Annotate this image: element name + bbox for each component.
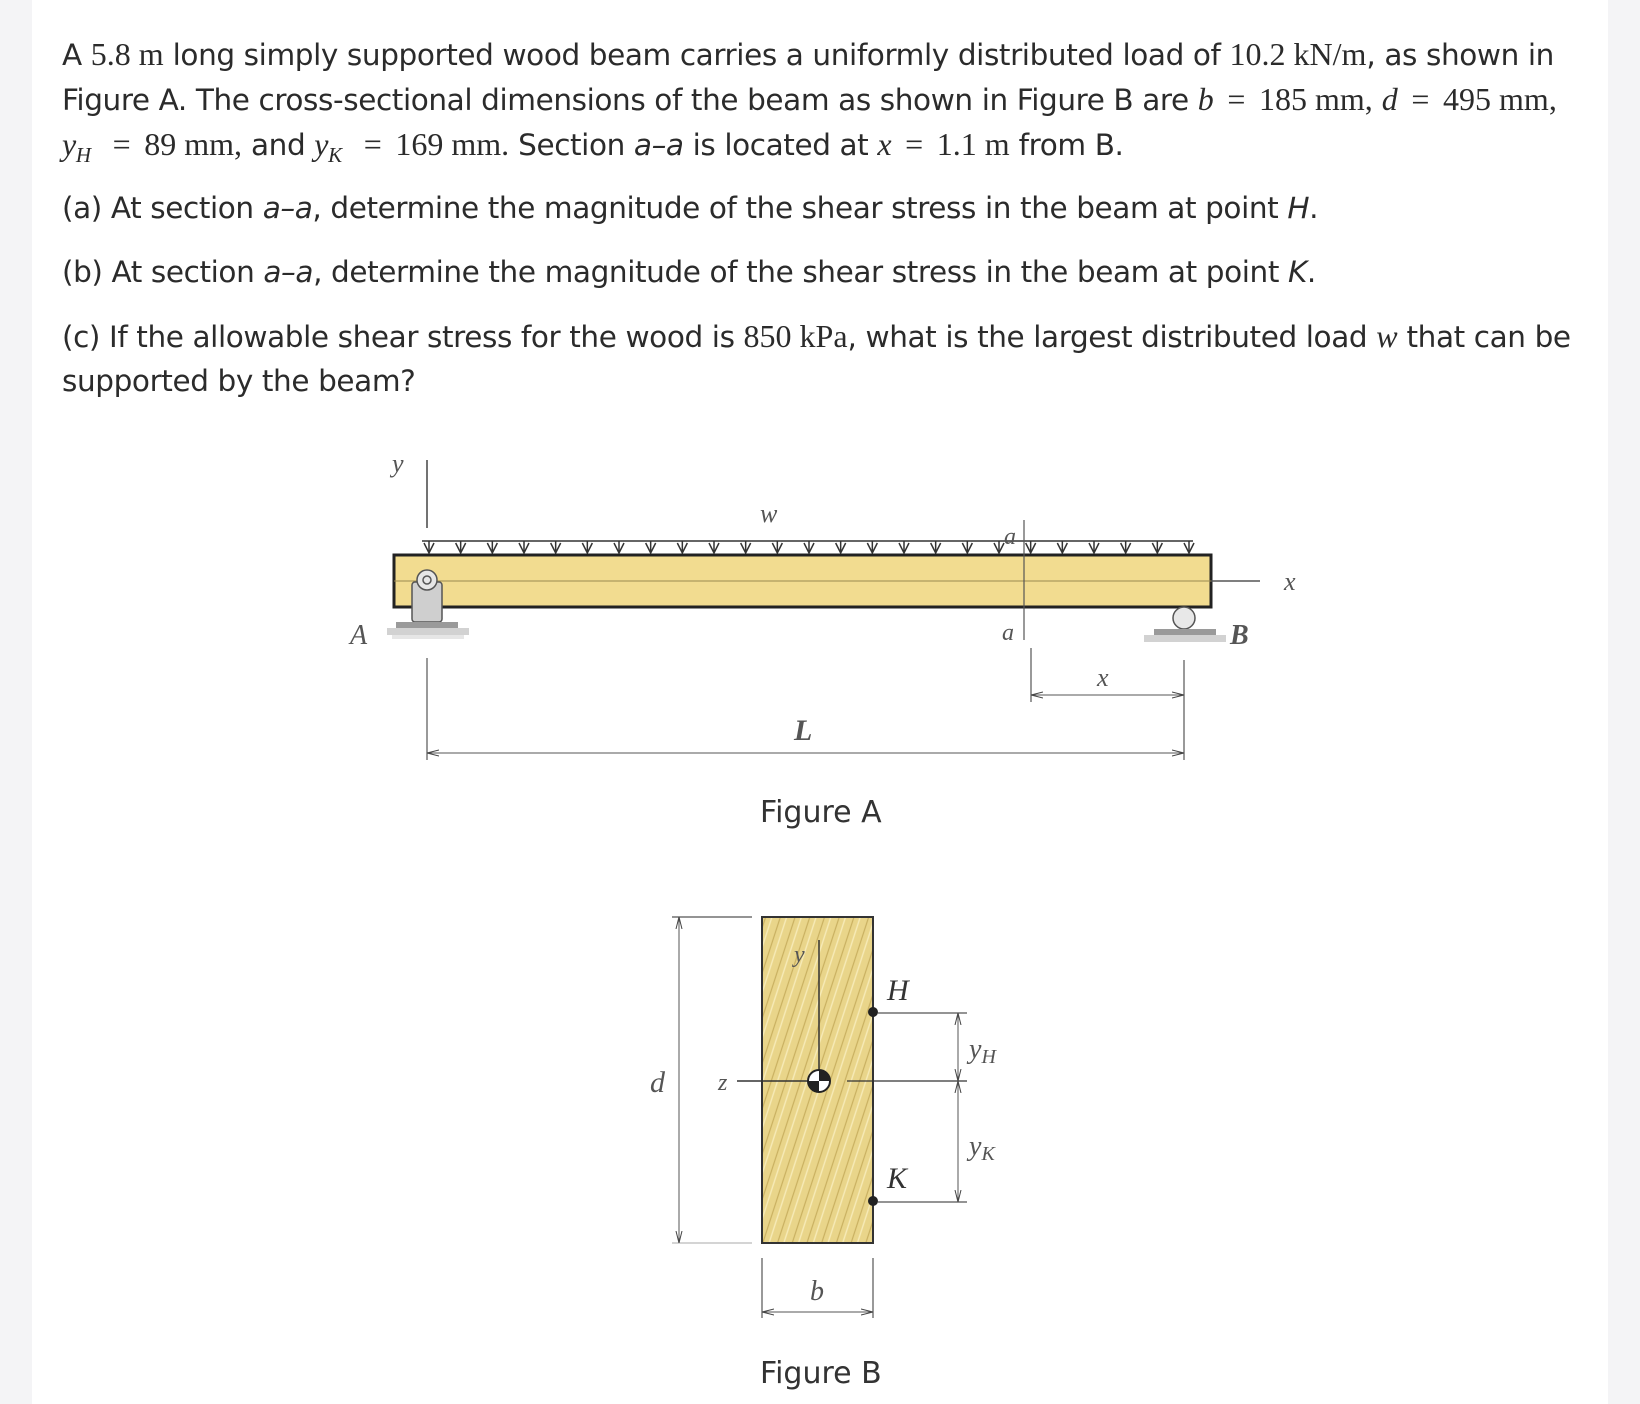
load-arrow xyxy=(1057,541,1067,553)
problem-sheet xyxy=(32,0,1608,1404)
x-dimension-label: x xyxy=(1097,663,1109,692)
load-arrow xyxy=(646,541,656,553)
load-arrow xyxy=(867,541,877,553)
b-value: 185 mm, xyxy=(1259,81,1373,117)
b-label: b xyxy=(810,1276,824,1307)
load-arrow xyxy=(1121,541,1131,553)
load-arrow xyxy=(424,541,434,553)
d-value: 495 mm, xyxy=(1443,81,1557,117)
load-arrow xyxy=(519,541,529,553)
load-arrow xyxy=(994,541,1004,553)
intro-line-3: $y_H = 89$ mm, and $y_K = 169$ mm. Section a–a is located at x = 1.1 m from B. xyxy=(62,126,1124,167)
part-a-question: (a) At section a–a, determine the magnitude of the shear stress in the beam at point H. xyxy=(62,191,1319,225)
load-arrow xyxy=(1026,541,1036,553)
beam-length-value: 5.8 m xyxy=(90,36,164,72)
load-arrow xyxy=(836,541,846,553)
y-axis-label: y xyxy=(794,942,805,968)
z-axis-label: z xyxy=(718,1070,728,1096)
section-label-bottom: a xyxy=(1002,620,1014,646)
problem-intro xyxy=(62,32,1592,167)
y-axis-label: y xyxy=(392,449,404,478)
section-label-top: a xyxy=(1004,524,1016,550)
figure-b-caption: Figure B xyxy=(760,1356,882,1391)
span-label: L xyxy=(794,714,813,747)
load-arrow xyxy=(772,541,782,553)
intro-line-1: A 5.8 m long simply supported wood beam carries a uniformly distributed load of 10.2 kN/m, as shown in xyxy=(62,36,1554,72)
part-c-question: (c) If the allowable shear stress for the wood is 850 kPa, what is the largest distributed load w that can be supported by the beam? xyxy=(62,318,1571,398)
load-arrow xyxy=(551,541,561,553)
load-arrow xyxy=(962,541,972,553)
figure-a-caption: Figure A xyxy=(760,795,882,830)
load-arrow xyxy=(582,541,592,553)
load-arrow xyxy=(614,541,624,553)
load-arrow xyxy=(1152,541,1162,553)
roller-support-b xyxy=(1144,607,1226,642)
load-arrow xyxy=(1184,541,1194,553)
distributed-load-arrows xyxy=(424,541,1194,553)
load-arrow xyxy=(456,541,466,553)
load-label: w xyxy=(760,499,778,528)
load-arrow xyxy=(804,541,814,553)
x-value: 1.1 m xyxy=(936,126,1010,162)
figure-b xyxy=(32,900,1608,1400)
figure-a xyxy=(32,440,1608,860)
load-value: 10.2 kN/m xyxy=(1229,36,1367,72)
load-arrow xyxy=(931,541,941,553)
point-h-label: H xyxy=(887,974,909,1007)
load-arrow xyxy=(487,541,497,553)
yh-value: 89 mm, xyxy=(144,126,243,162)
point-k-dot xyxy=(868,1196,878,1206)
yh-label: yH xyxy=(969,1034,996,1068)
point-k-label: K xyxy=(887,1162,908,1195)
load-arrow xyxy=(741,541,751,553)
load-arrow xyxy=(709,541,719,553)
intro-line-2: Figure A. The cross-sectional dimensions of the beam as shown in Figure B are b = 185 mm, d = 495 mm, xyxy=(62,81,1557,117)
load-arrow xyxy=(899,541,909,553)
allowable-stress-value: 850 kPa xyxy=(743,318,848,354)
point-h-dot xyxy=(868,1007,878,1017)
x-axis-label: x xyxy=(1284,567,1296,596)
d-label: d xyxy=(650,1066,665,1099)
yk-value: 169 mm. xyxy=(395,126,510,162)
load-arrow xyxy=(677,541,687,553)
part-b-question: (b) At section a–a, determine the magnitude of the shear stress in the beam at point K. xyxy=(62,255,1316,289)
load-arrow xyxy=(1089,541,1099,553)
support-a-label: A xyxy=(350,620,368,651)
support-b-label: B xyxy=(1230,620,1249,651)
yk-label: yK xyxy=(969,1131,995,1165)
centroid-symbol xyxy=(808,1070,830,1092)
